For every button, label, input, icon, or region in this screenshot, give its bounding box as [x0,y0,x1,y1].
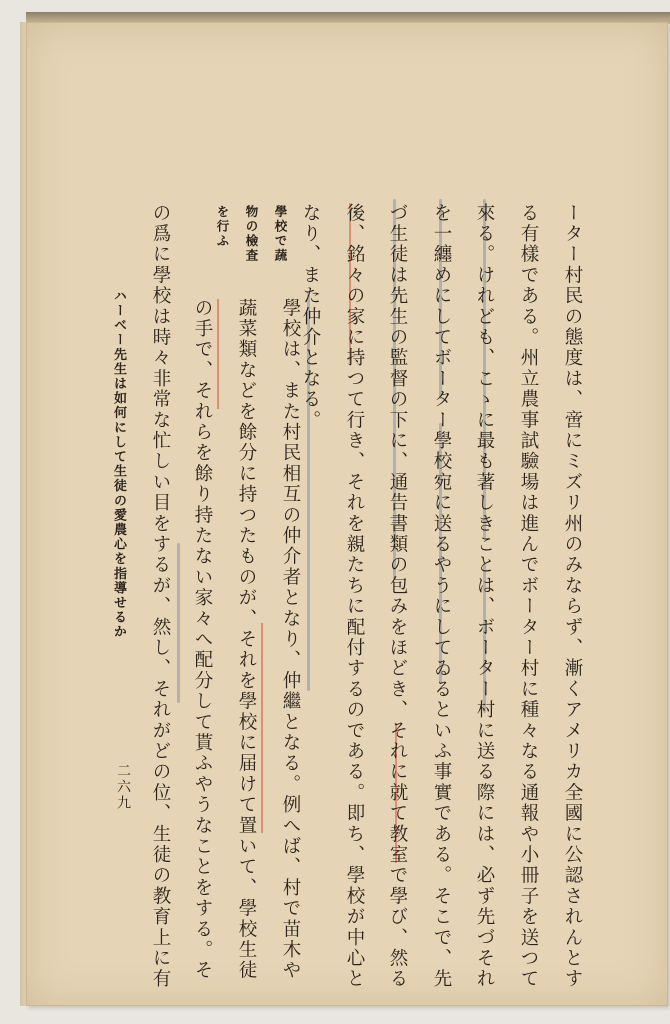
body-line-3: 來る。けれども、こゝに最も著しきことは、ボーター村に送る際には、必ず先づそれ [474,203,495,990]
body-line-1: ーター村民の態度は、啻にミズリ州のみならず、漸くアメリカ全國に公認されんとす [562,203,583,990]
body-line-5: づ生徒は先生の監督の下に、通告書類の包みをほどき、それに就て教室で學び、然る [387,203,408,990]
side-heading-line-1: 學校で蔬 [273,205,288,263]
pencil-mark [177,543,180,703]
sub-line-3: の手で、それらを餘り持たない家々へ配分して貰ふやうなことをする。そ [192,298,213,982]
body-line-6: 後、銘々の家に持つて行き、それを親たちに配付するのである。即ち、學校が中心と [344,203,365,990]
sub-line-1: 學校は、また村民相互の仲介者となり、仲繼となる。例へば、村で苗木や [280,298,301,982]
page-number: 二六九 [115,763,131,811]
sub-line-2: 蔬菜類などを餘分に持つたものが、それを學校に届けて置いて、學校生徒 [236,298,257,982]
body-line-7: なり、また仲介となる。 [300,203,321,431]
side-heading-line-2: 物の檢査 [244,205,259,263]
continued-line-1: の爲に學校は時々非常な忙しい目をするが、然し、それがどの位、生徒の教育上に有 [150,203,171,990]
body-line-4: を一纏めにしてボーター學校宛に送るやうにしてゐるといふ事實である。そこで、先 [431,203,452,990]
book-page [26,22,668,1006]
running-head: ハーベー先生は如何にして生徒の愛農心を指導せるか [111,289,126,640]
red-pencil-mark [261,623,263,833]
side-heading-line-3: を行ふ [215,205,230,249]
body-line-2: る有樣である。州立農事試驗場は進んでボーター村に種々なる通報や小冊子を送つて [518,203,539,990]
red-pencil-mark [217,299,219,409]
